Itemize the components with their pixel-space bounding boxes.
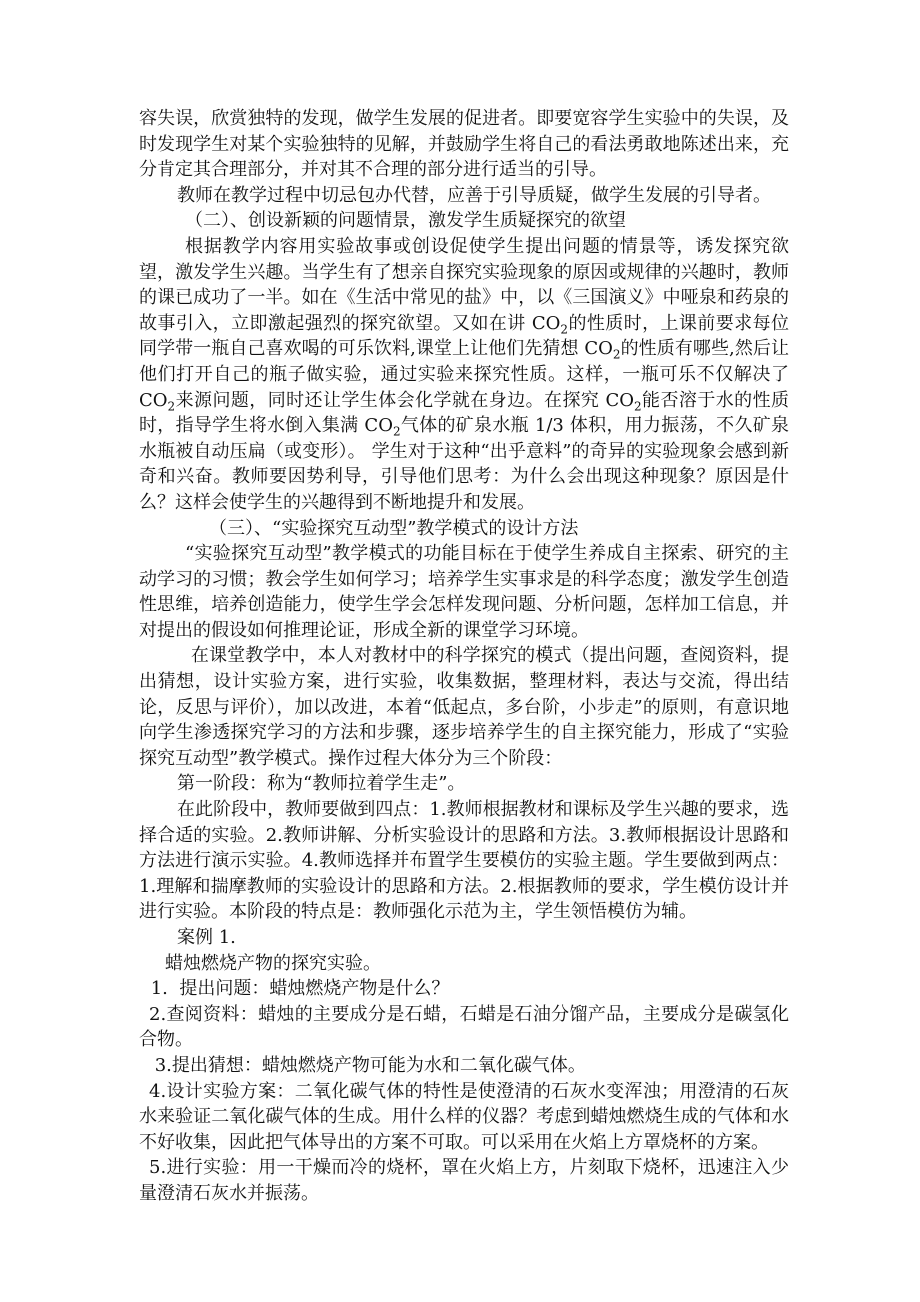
paragraph-text: 来源问题，同时还让学生体会化学就在身边。在探究 CO — [175, 389, 634, 411]
paragraph-text: 容失误，欣赏独特的发现，做学生发展的促进者。即要宽容学生实验中的失误，及时发现学生对某个实验独特的见解，并鼓励学生将自己的看法勇敢地陈述出来，充分肯定其合理部分，并对其不合理的部分进行适当的引导。 — [139, 108, 789, 181]
heading-text: （二）、创设新颖的问题情景，激发学生质疑探究的欲望 — [185, 210, 626, 232]
paragraph-text: 1. 提出问题：蜡烛燃烧产物是什么？ — [145, 978, 450, 1000]
subscript: 2 — [392, 424, 401, 439]
paragraph-text: 案例 1. — [177, 927, 236, 948]
list-item-step-1 — [139, 976, 789, 1002]
subscript: 2 — [633, 399, 642, 414]
paragraph-text: 蜡烛燃烧产物的探究实验。 — [165, 952, 381, 974]
paragraph-stage-one — [139, 771, 789, 797]
paragraph-text: 能否溶于水的性质时，指导学生将水倒入集满 CO — [139, 389, 790, 437]
section-heading-2 — [139, 208, 789, 234]
list-item-step-2 — [139, 1002, 789, 1053]
list-item-step-5 — [139, 1155, 789, 1206]
paragraph-tolerate-mistakes — [139, 106, 789, 183]
paragraph-text: 在此阶段中，教师要做到四点：1.教师根据教材和课标及学生兴趣的要求，选择合适的实验。2.教师讲解、分析实验设计的思路和方法。3.教师根据设计思路和方法进行演示实验。4.教师选择并布置学生要模仿的实验主题。学生要做到两点：1.理解和揣摩教师的实验设计的思路和方法。2.根据教师的要求，学生模仿设计并进行实验。本阶段的特点是：教师强化示范为主，学生领悟模仿为辅。 — [139, 799, 789, 923]
paragraph-text: 3.提出猜想：蜡烛燃烧产物可能为水和二氧化碳气体。 — [149, 1054, 586, 1076]
paragraph-problem-scenario — [139, 234, 795, 516]
paragraph-text: 气体的矿泉水瓶 1/3 体积，用力振荡，不久矿泉水瓶被自动压扁（或变形）。 学生对于这种“出乎意料”的奇异的实验现象会感到新奇和兴奋。教师要因势利导，引导他们思考：为什么会出现这种现象？原因是什么？这样会使学生的兴趣得到不断地提升和发展。 — [139, 415, 790, 513]
heading-text: （三）、“实验探究互动型”教学模式的设计方法 — [209, 517, 579, 539]
paragraph-text: 4.设计实验方案：二氧化碳气体的特性是使澄清的石灰水变浑浊；用澄清的石灰水来验证二氧化碳气体的生成。用什么样的仪器？考虑到蜡烛燃烧生成的气体和水不好收集，因此把气体导出的方案不可取。可以采用在火焰上方罩烧杯的方案。 — [139, 1080, 789, 1153]
paragraph-text: 第一阶段：称为“教师拉着学生走”。 — [177, 773, 466, 795]
paragraph-text: 教师在教学过程中切忌包办代替，应善于引导质疑，做学生发展的引导者。 — [177, 184, 771, 206]
paragraph-classroom-teaching — [139, 643, 789, 771]
paragraph-text: 的性质时，上课前要求每位同学带一瓶自己喜欢喝的可乐饮料,课堂上让他们先猜想 CO — [139, 312, 790, 360]
paragraph-teacher-guide — [139, 183, 789, 209]
paragraph-text: 的性质有哪些,然后让他们打开自己的瓶子做实验，通过实验来探究性质。这样，一瓶可乐不仅解决了 CO — [139, 338, 795, 411]
paragraph-text: 2.查阅资料：蜡烛的主要成分是石蜡，石蜡是石油分馏产品，主要成分是碳氢化合物。 — [139, 1003, 789, 1051]
paragraph-case-label — [139, 925, 789, 951]
paragraph-stage-one-details — [139, 797, 789, 925]
subscript: 2 — [560, 322, 569, 337]
paragraph-model-goal — [139, 541, 789, 643]
document-body — [139, 106, 795, 1207]
section-heading-3 — [139, 516, 789, 542]
subscript: 2 — [612, 347, 621, 362]
paragraph-text: 在课堂教学中，本人对教材中的科学探究的模式（提出问题，查阅资料，提出猜想，设计实验方案，进行实验，收集数据，整理材料，表达与交流，得出结论，反思与评价），加以改进，本着“低起点，多台阶，小步走”的原则，有意识地向学生渗透探究学习的方法和步骤，逐步培养学生的自主探究能力，形成了“实验探究互动型”教学模式。操作过程大体分为三个阶段： — [139, 645, 789, 769]
paragraph-text: 5.进行实验：用一干燥而冷的烧杯，罩在火焰上方，片刻取下烧杯，迅速注入少量澄清石灰水并振荡。 — [139, 1157, 789, 1204]
subscript: 2 — [167, 399, 176, 414]
paragraph-case-title — [139, 951, 789, 977]
list-item-step-4 — [139, 1079, 789, 1156]
paragraph-text: “实验探究互动型”教学模式的功能目标在于使学生养成自主探索、研究的主动学习的习惯；教会学生如何学习；培养学生实事求是的科学态度；激发学生创造性思维，培养创造能力，使学生学会怎样发现问题、分析问题，怎样加工信息，并对提出的假设如何推理论证，形成全新的课堂学习环境。 — [139, 543, 789, 641]
list-item-step-3 — [139, 1053, 789, 1079]
paragraph-text: 根据教学内容用实验故事或创设促使学生提出问题的情景等，诱发探究欲望，激发学生兴趣。当学生有了想亲自探究实验现象的原因或规律的兴趣时，教师的课已成功了一半。如在《生活中常见的盐》中，以《三国演义》中哑泉和药泉的故事引入，立即激起强烈的探究欲望。又如在讲 CO — [139, 235, 789, 334]
